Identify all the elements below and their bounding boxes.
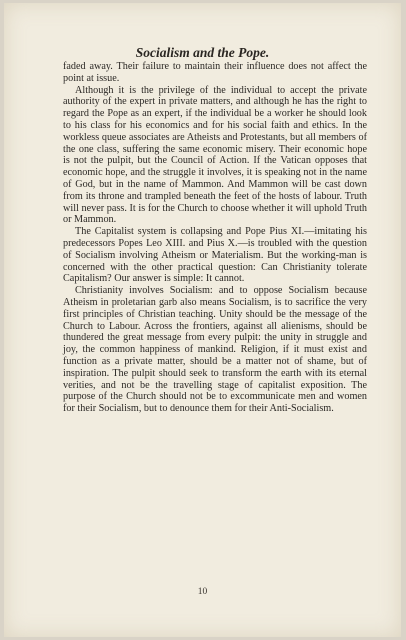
paragraph: The Capitalist system is collapsing and Pope Pius XI.—imitating his predecessors Popes Leo XIII. and Pius X.—is troubled with the question of Socialism involving Atheism or Materialism. But the working-man is concerned with the other practical question: Can Christianity tolerate Capitalism? Our answer is simple: It cannot. xyxy=(63,226,367,285)
running-title: Socialism and the Pope. xyxy=(135,45,270,60)
paragraph: Christianity involves Socialism: and to oppose Socialism because Atheism in proletarian garb also means Socialism, is to sacrifice the very first principles of Christian teaching. Unity should be the message of the Church to Labour. Across the frontiers, against all alienisms, should be thundered the great message from every pulpit: the unity in struggle and joy, the common happiness of mankind. Religion, if it must exist and function as a private matter, should be a matter not of shame, but of inspiration. The pulpit should seek to transform the earth with its eternal verities, and not be the travelling stage of capitalist exposition. The purpose of the Church should not be to excommunicate men and women for their Socialism, but to denounce them for their Anti-Socialism. xyxy=(63,285,367,415)
paragraph: Although it is the privilege of the individual to accept the private authority of the expert in private matters, and although he has the right to regard the Pope as an expert, if the individual be a worker he should look to his class for his economics and for his social faith and ethics. In the workless queue associates are Atheists and Protestants, but all members of the one class, suffering the same economic misery. Their economic hope is not the pulpit, but the Council of Action. If the Vatican opposes that economic hope, and the struggle it involves, it is speaking not in the name of God, but in the name of Mammon. And Mammon will be cast down from its throne and trampled beneath the feet of the hosts of labour. Truth will never pass. It is for the Church to choose whether it will uphold Truth or Mammon. xyxy=(63,84,367,226)
body-text xyxy=(63,61,367,415)
paragraph: faded away. Their failure to maintain their influence does not affect the point at issue. xyxy=(63,61,367,84)
book-page xyxy=(4,3,401,637)
page-number: 10 xyxy=(197,587,208,597)
